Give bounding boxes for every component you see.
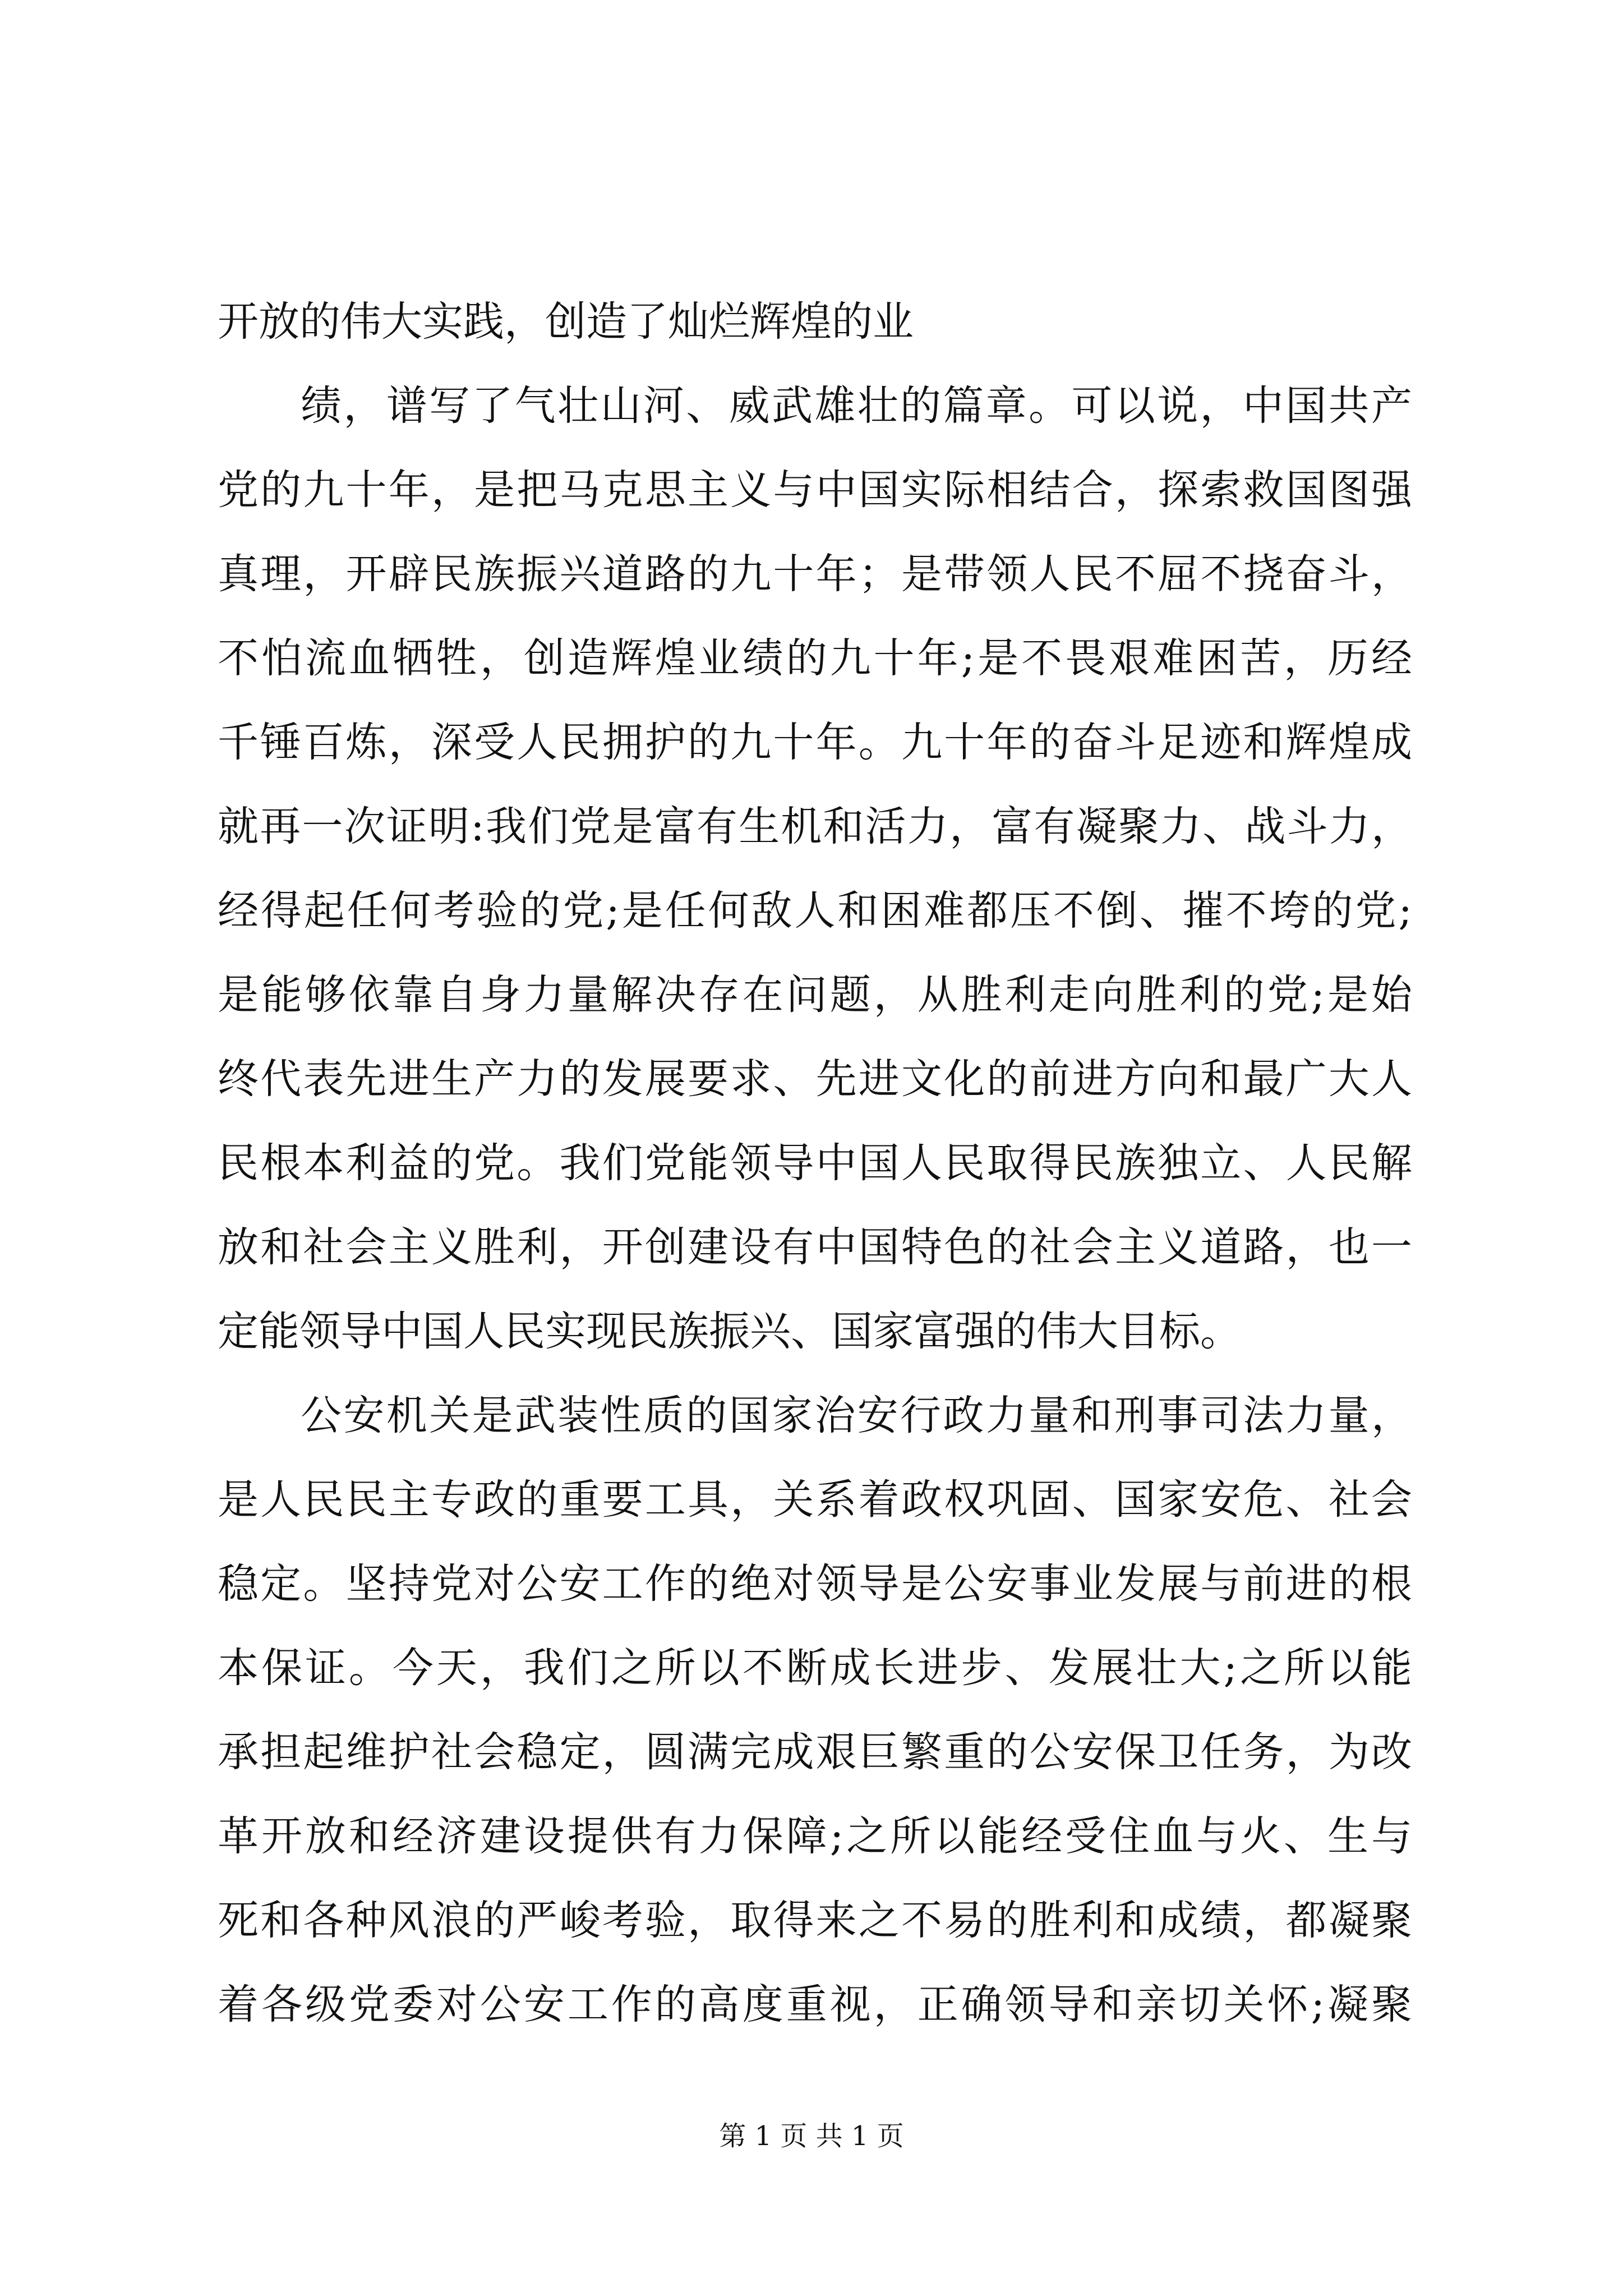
text-line: 稳定。坚持党对公安工作的绝对领导是公安事业发展与前进的根 [218,1560,1412,1608]
text-line: 着各级党委对公安工作的高度重视，正确领导和亲切关怀;凝聚 [218,1981,1412,2028]
text-line: 开放的伟大实践，创造了灿烂辉煌的业 [218,298,914,346]
text-line: 终代表先进生产力的发展要求、先进文化的前进方向和最广大人 [218,1055,1412,1103]
paragraph-first-line: 公安机关是武装性质的国家治安行政力量和刑事司法力量， [301,1392,1412,1439]
text-line: 不怕流血牺牲，创造辉煌业绩的九十年;是不畏艰难困苦，历经 [218,634,1412,682]
document-body [218,294,1412,2061]
page-footer [0,2119,1623,2153]
text-line: 民根本利益的党。我们党能领导中国人民取得民族独立、人民解 [218,1139,1412,1187]
text-line: 是能够依靠自身力量解决存在问题，从胜利走向胜利的党;是始 [218,971,1412,1019]
paragraph-last-line: 定能领导中国人民实现民族振兴、国家富强的伟大目标。 [218,1308,1241,1355]
text-line: 党的九十年，是把马克思主义与中国实际相结合，探索救国图强 [218,466,1412,514]
text-line: 经得起任何考验的党;是任何敌人和困难都压不倒、摧不垮的党; [218,887,1412,935]
text-line: 真理，开辟民族振兴道路的九十年；是带领人民不屈不挠奋斗， [218,550,1412,598]
text-line: 死和各种风浪的严峻考验，取得来之不易的胜利和成绩，都凝聚 [218,1897,1412,1944]
text-line: 是人民民主专政的重要工具，关系着政权巩固、国家安危、社会 [218,1476,1412,1524]
text-line: 千锤百炼，深受人民拥护的九十年。九十年的奋斗足迹和辉煌成 [218,719,1412,766]
paragraph-first-line: 绩，谱写了气壮山河、威武雄壮的篇章。可以说，中国共产 [301,382,1412,430]
text-line: 放和社会主义胜利，开创建设有中国特色的社会主义道路，也一 [218,1223,1412,1271]
page-number-label: 第 1 页 共 1 页 [719,2120,904,2152]
text-line: 革开放和经济建设提供有力保障;之所以能经受住血与火、生与 [218,1812,1412,1860]
text-line: 承担起维护社会稳定，圆满完成艰巨繁重的公安保卫任务，为改 [218,1728,1412,1776]
text-line: 就再一次证明:我们党是富有生机和活力，富有凝聚力、战斗力， [218,803,1412,850]
text-line: 本保证。今天，我们之所以不断成长进步、发展壮大;之所以能 [218,1644,1412,1692]
